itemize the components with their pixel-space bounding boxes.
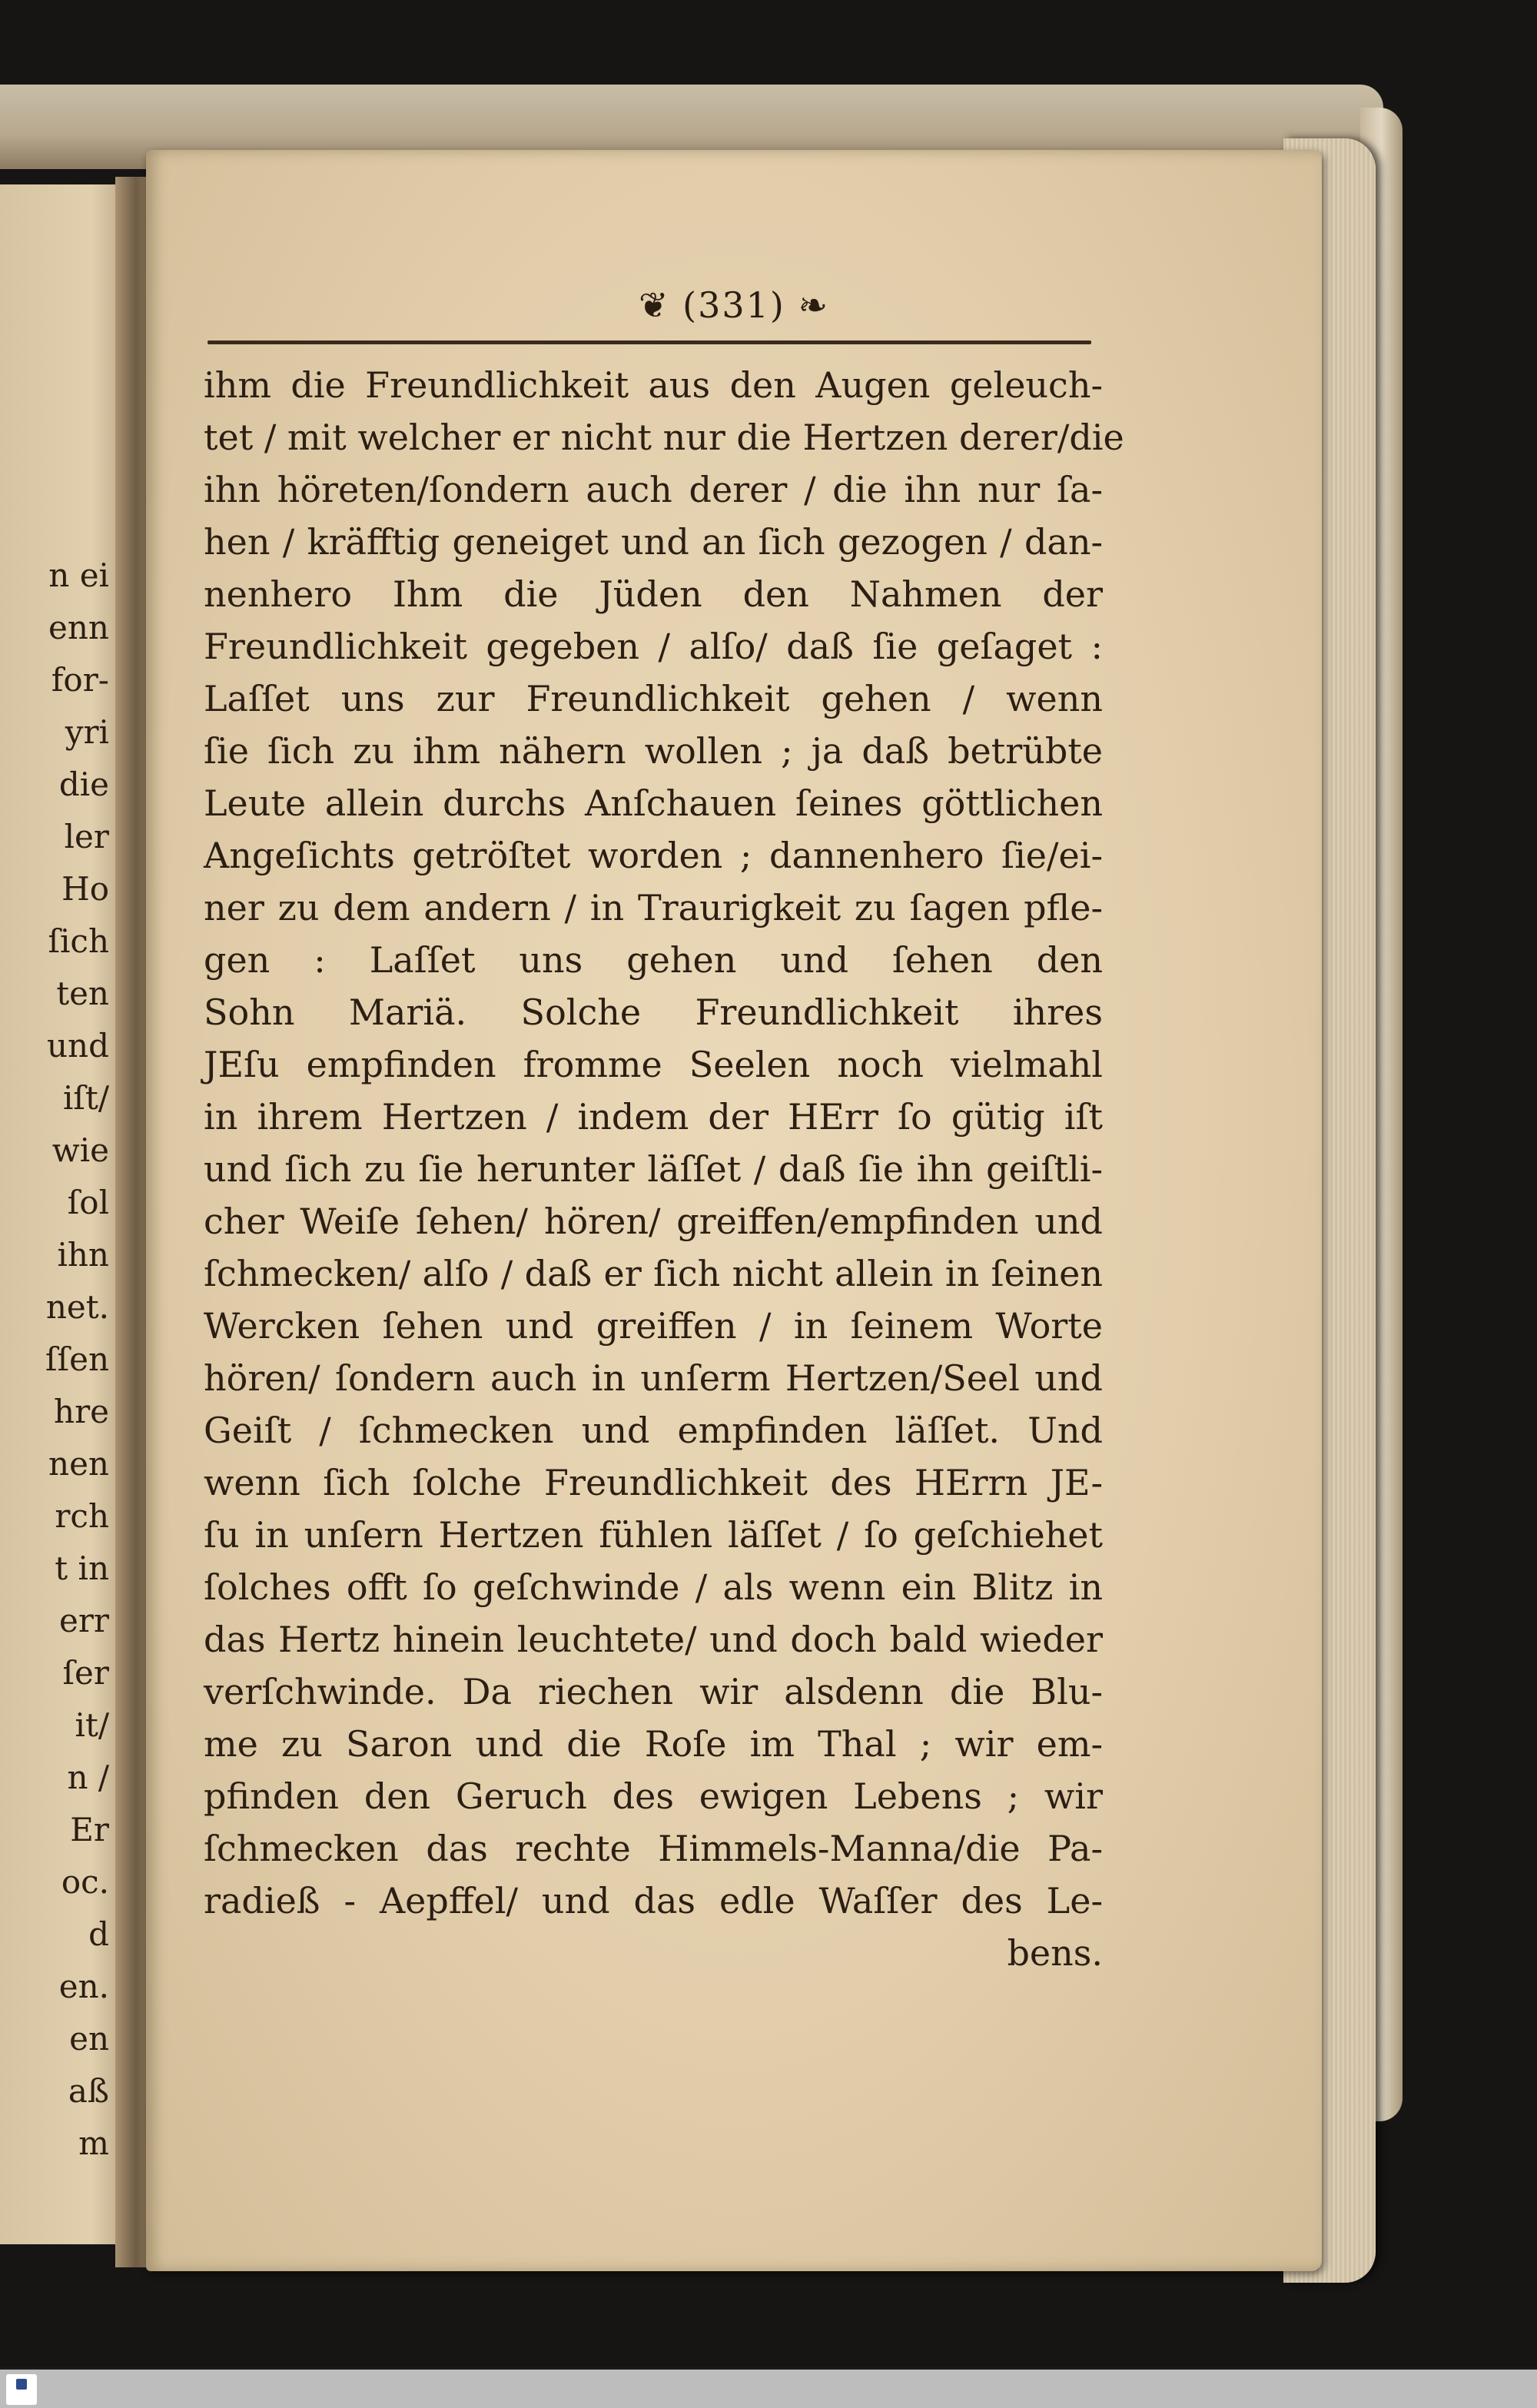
left-page-fragment: enn	[48, 609, 109, 646]
left-page-fragment: oc.	[61, 1863, 109, 1901]
left-page-fragment: net.	[45, 1288, 109, 1326]
text-line: radieß - Aepffel/ und das edle Waſſer des Le-	[204, 1880, 1103, 1921]
left-page-fragment: und	[47, 1027, 109, 1065]
text-line: Leute allein durchs Anſchauen ſeines göttlichen	[204, 782, 1103, 824]
text-line: Freundlichkeit gegeben / alſo/ daß ſie geſaget :	[204, 626, 1103, 667]
left-page-fragment: die	[58, 766, 109, 803]
text-line: verſchwinde. Da riechen wir alsdenn die Blu-	[204, 1671, 1103, 1712]
text-line: wenn ſich ſolche Freundlichkeit des HErrn JE-	[204, 1462, 1103, 1503]
left-page-fragment: ſer	[62, 1654, 109, 1692]
library-logo-icon	[6, 2374, 37, 2405]
left-page-fragment: err	[58, 1602, 109, 1639]
left-page-fragment: ſich	[48, 922, 109, 960]
text-line: Geiſt / ſchmecken und empfinden läſſet. Und	[204, 1410, 1103, 1451]
text-line: und ſich zu ſie herunter läſſet / daß ſie ihn geiſtli-	[204, 1148, 1103, 1190]
text-line: pfinden den Geruch des ewigen Lebens ; wir	[204, 1775, 1103, 1817]
left-page	[0, 184, 131, 2244]
text-line: gen : Laſſet uns gehen und ſehen den	[204, 939, 1103, 981]
left-page-fragment: for-	[51, 661, 109, 699]
text-line: ſie ſich zu ihm nähern wollen ; ja daß betrübte	[204, 730, 1103, 772]
text-line: bens.	[1007, 1932, 1103, 1974]
left-page-fragment: Ho	[61, 870, 109, 908]
text-line: das Hertz hinein leuchtete/ und doch bald wieder	[204, 1619, 1103, 1660]
text-line: in ihrem Hertzen / indem der HErr ſo gütig iſt	[204, 1096, 1103, 1138]
text-line: Laſſet uns zur Freundlichkeit gehen / wenn	[204, 678, 1103, 719]
text-line: me zu Saron und die Roſe im Thal ; wir em-	[204, 1723, 1103, 1765]
header-ornament-right: ❧	[785, 284, 830, 326]
left-page-fragment: iſt/	[62, 1079, 109, 1117]
left-page-fragment: nen	[48, 1445, 109, 1483]
left-page-fragment: rch	[55, 1497, 109, 1535]
left-page-fragment: en.	[58, 1968, 109, 2005]
text-line: Angeſichts getröſtet worden ; dannenhero ſie/ei-	[204, 835, 1103, 876]
text-line: ſchmecken/ alſo / daß er ſich nicht allein in ſeinen	[204, 1253, 1103, 1294]
left-page-fragment: ihn	[57, 1236, 109, 1274]
left-page-text-fragments	[0, 550, 115, 2170]
left-page-fragment: n /	[67, 1759, 109, 1796]
text-line: cher Weiſe ſehen/ hören/ greiffen/empfinden und	[204, 1201, 1103, 1242]
text-line: ner zu dem andern / in Traurigkeit zu ſagen pfle-	[204, 887, 1103, 928]
text-line: Sohn Mariä. Solche Freundlichkeit ihres	[204, 991, 1103, 1033]
header-ornament-left: ❦	[638, 284, 683, 326]
left-page-fragment: aß	[68, 2072, 109, 2110]
left-page-fragment: d	[88, 1915, 109, 1953]
text-line: JEſu empfinden fromme Seelen noch vielmahl	[204, 1044, 1103, 1085]
text-line: nenhero Ihm die Jüden den Nahmen der	[204, 573, 1103, 615]
left-page-fragment: it/	[75, 1706, 109, 1744]
page-body-text	[204, 359, 1124, 1979]
text-line: ſolches offt ſo geſchwinde / als wenn ein Blitz in	[204, 1566, 1103, 1608]
left-page-fragment: t in	[55, 1549, 109, 1587]
left-page-fragment: ſſen	[45, 1340, 109, 1378]
left-page-fragment: m	[78, 2124, 109, 2162]
text-line: ihn höreten/ſondern auch derer / die ihn nur ſa-	[204, 469, 1103, 510]
left-page-fragment: wie	[51, 1131, 109, 1169]
text-line: ſu in unſern Hertzen fühlen läſſet / ſo geſchiehet	[204, 1514, 1103, 1556]
left-page-fragment: ten	[56, 975, 109, 1012]
page-number: (331)	[682, 284, 785, 326]
left-page-fragment: yri	[65, 713, 109, 751]
text-line: hören/ ſondern auch in unſerm Hertzen/Seel und	[204, 1357, 1103, 1399]
viewer-footer-bar	[0, 2370, 1537, 2408]
page-number-header	[146, 284, 1322, 326]
right-page	[146, 150, 1322, 2271]
left-page-fragment: en	[69, 2020, 109, 2058]
text-line: Wercken ſehen und greiffen / in ſeinem Worte	[204, 1305, 1103, 1347]
text-line: tet / mit welcher er nicht nur die Hertzen derer/die	[204, 417, 1124, 458]
text-line: ſchmecken das rechte Himmels-Manna/die Pa-	[204, 1828, 1103, 1869]
left-page-fragment: ler	[64, 818, 109, 855]
left-page-fragment: ſol	[67, 1184, 109, 1221]
text-line: hen / kräfftig geneiget und an ſich gezogen / dan-	[204, 521, 1103, 563]
header-rule	[207, 340, 1091, 344]
left-page-fragment: Er	[70, 1811, 109, 1848]
left-page-fragment: hre	[54, 1393, 109, 1430]
left-page-fragment: n ei	[48, 556, 109, 594]
text-line: ihm die Freundlichkeit aus den Augen geleuch-	[204, 364, 1103, 406]
